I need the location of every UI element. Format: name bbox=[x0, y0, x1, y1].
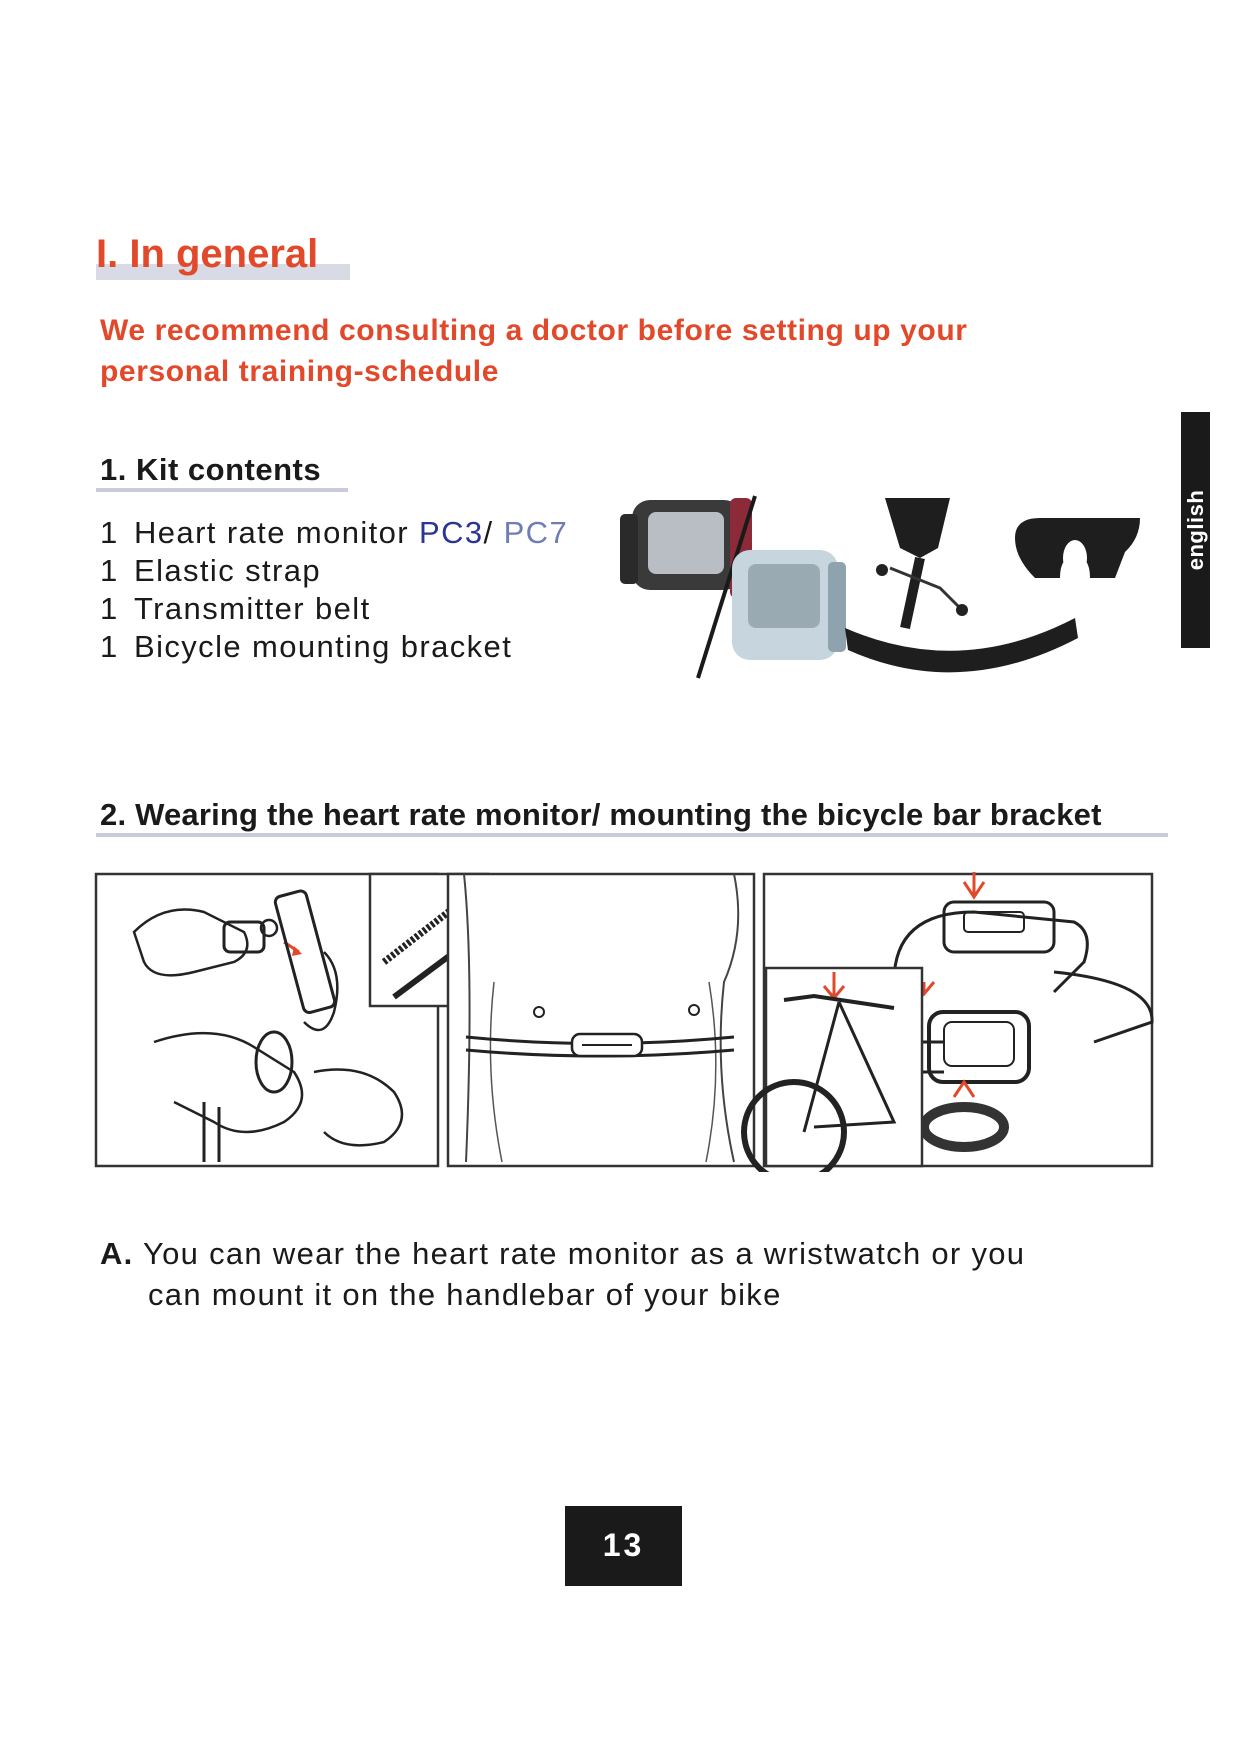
list-item bbox=[100, 514, 568, 552]
panel-chest-belt bbox=[448, 874, 754, 1166]
item-qty: 1 bbox=[100, 515, 119, 550]
item-qty: 1 bbox=[100, 591, 119, 626]
model-separator: / bbox=[483, 515, 504, 550]
panel-bike-mount bbox=[744, 872, 1152, 1172]
caption-line-2: can mount it on the handlebar of your bike bbox=[148, 1277, 782, 1312]
instruction-caption bbox=[100, 1233, 1160, 1315]
section-wearing-title: 2. Wearing the heart rate monitor/ mounting the bicycle bar bracket bbox=[100, 797, 1102, 832]
section-kit-contents-title: 1. Kit contents bbox=[100, 452, 322, 487]
list-item bbox=[100, 552, 568, 590]
item-text: Elastic strap bbox=[134, 553, 322, 588]
item-text: Heart rate monitor bbox=[134, 515, 420, 550]
page-title: I. In general bbox=[96, 232, 319, 276]
kit-list bbox=[100, 514, 568, 666]
caption-line-1: You can wear the heart rate monitor as a wristwatch or you bbox=[142, 1236, 1026, 1271]
item-qty: 1 bbox=[100, 629, 119, 664]
section-kit-underline bbox=[96, 488, 348, 492]
language-tab-label: english bbox=[1182, 489, 1208, 571]
kit-contents-illustration bbox=[620, 478, 1160, 698]
watch-pc7-illustration bbox=[732, 550, 846, 660]
elastic-strap-illustration bbox=[876, 498, 968, 628]
instruction-illustrations bbox=[94, 872, 1154, 1172]
list-item bbox=[100, 628, 568, 666]
recommendation-text: We recommend consulting a doctor before setting up your personal training-schedule bbox=[100, 314, 968, 388]
model-pc3: PC3 bbox=[419, 515, 484, 550]
model-pc7: PC7 bbox=[503, 515, 569, 550]
item-text: Bicycle mounting bracket bbox=[134, 629, 513, 664]
caption-label: A. bbox=[100, 1236, 134, 1271]
transmitter-belt-illustration bbox=[845, 618, 1078, 672]
list-item bbox=[100, 590, 568, 628]
item-text: Transmitter belt bbox=[134, 591, 371, 626]
language-tab bbox=[1181, 412, 1210, 648]
bicycle-bracket-illustration bbox=[1015, 518, 1140, 578]
item-qty: 1 bbox=[100, 553, 119, 588]
section-wearing-underline bbox=[96, 833, 1168, 837]
page-number: 13 bbox=[565, 1506, 682, 1586]
